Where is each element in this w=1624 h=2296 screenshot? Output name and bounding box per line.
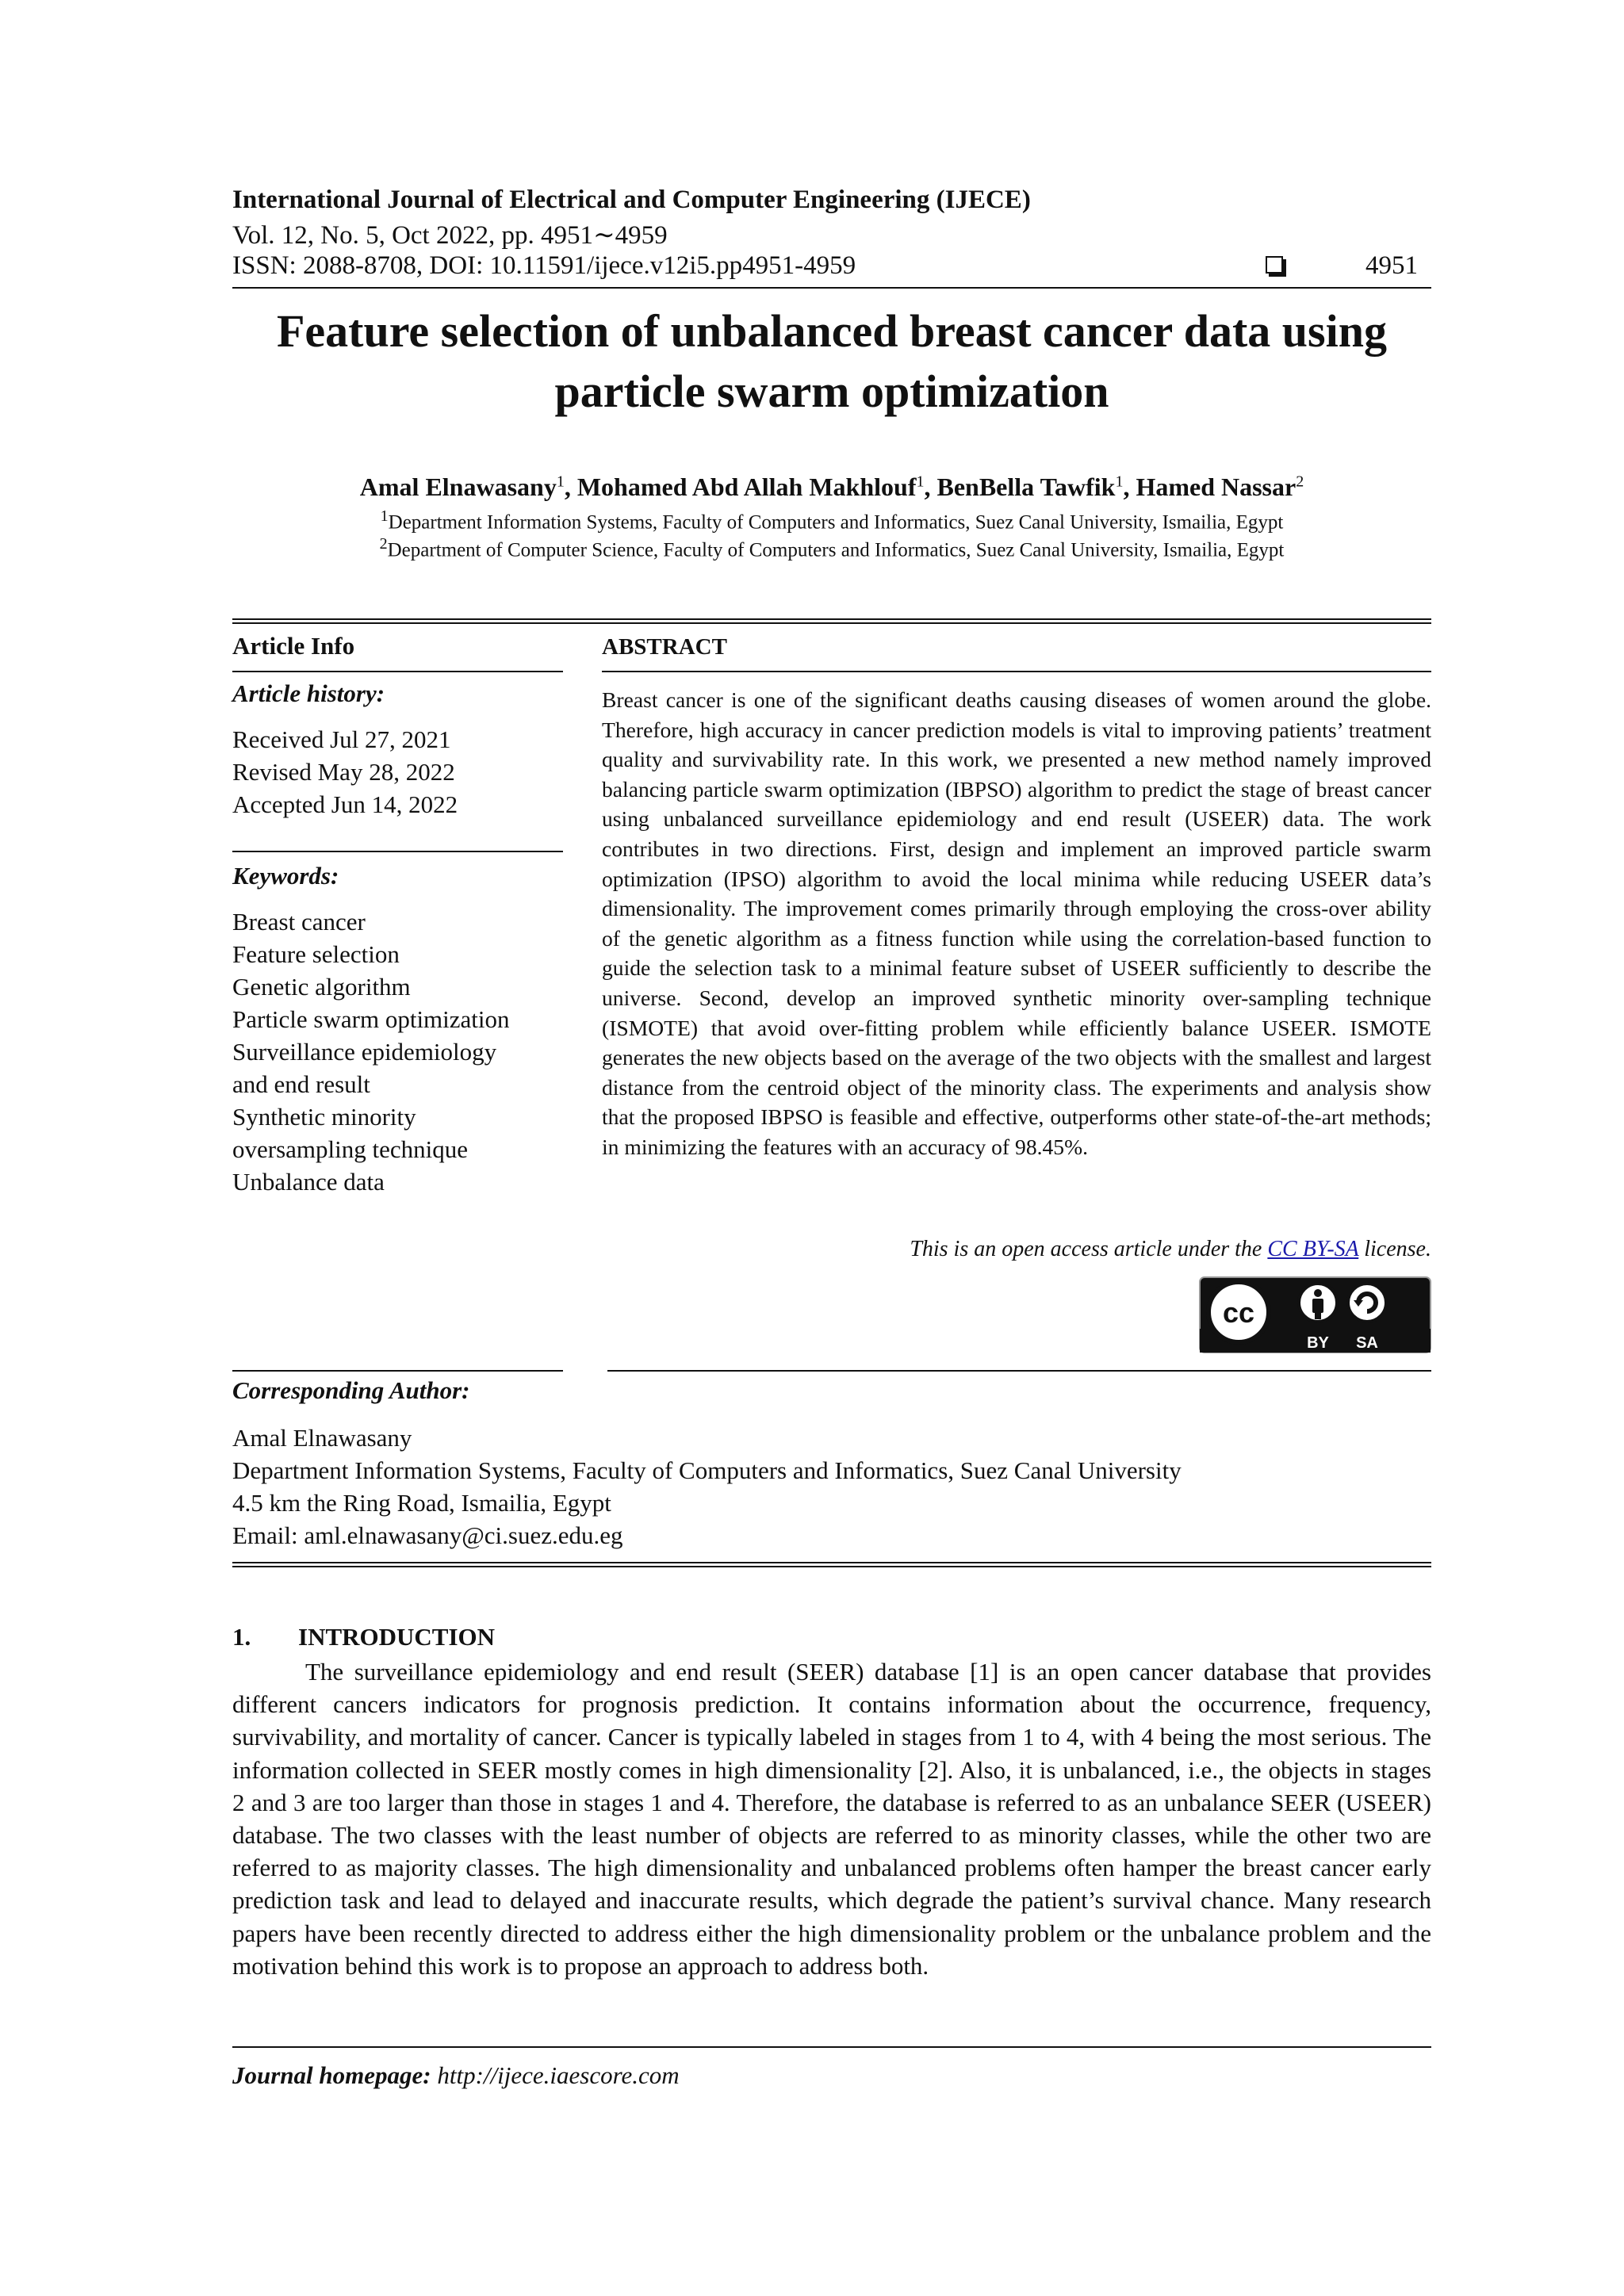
keyword: Breast cancer: [232, 908, 366, 936]
article-history: [232, 723, 458, 821]
abstract-text: Breast cancer is one of the significant deaths causing diseases of women around the globe. Therefore, high accuracy in cancer prediction models is vital to improving patients’ treatment quality and survivability rate. In this work, we presented a new method namely improved balancing particle swarm optimization (IBPSO) algorithm to predict the stage of breast cancer using unbalanced surveillance epidemiology and end result (USEER) data. The work contributes in two directions. First, design and implement an improved particle swarm optimization (IPSO) algorithm to avoid the local minima while reducing USEER data’s dimensionality. The improvement comes primarily through employing the cross-over ability of the genetic algorithm as a fitness function while using the correlation-based function to guide the selection task to a minimal feature subset of USEER sufficiently to describe the universe. Second, develop an improved synthetic minority over-sampling technique (ISMOTE) that avoid over-fitting problem while efficiently balance USEER. ISMOTE generates the new objects based on the average of the two objects with the smallest and largest distance from the centroid object of the minority class. The experiments and analysis show that the proposed IBPSO is feasible and effective, outperforms other state-of-the-art methods; in minimizing the features with an accuracy of 98.45%.: [602, 687, 1431, 1159]
keyword: Unbalance data: [232, 1168, 385, 1196]
corresponding-line: Email: aml.elnawasany@ci.suez.edu.eg: [232, 1521, 623, 1549]
cc-by-sa-badge-icon: [1199, 1276, 1431, 1353]
cc-by-sa-link[interactable]: CC BY-SA: [1267, 1237, 1359, 1261]
article-info-rule: [232, 671, 563, 672]
affiliation-number: 1: [380, 507, 389, 525]
author-name: BenBella Tawfik: [936, 473, 1116, 501]
affiliation: [232, 535, 1431, 561]
author-name: Hamed Nassar: [1136, 473, 1297, 501]
corresponding-line: 4.5 km the Ring Road, Ismailia, Egypt: [232, 1489, 611, 1517]
keyword: oversampling technique: [232, 1135, 468, 1163]
keyword-list: [232, 905, 510, 1198]
affiliation: [232, 507, 1431, 534]
author-name: Mohamed Abd Allah Makhlouf: [576, 473, 917, 501]
corresponding-author-details: [232, 1422, 1182, 1552]
author-list: Amal Elnawasany$^1$, Mohamed Abd Allah Makhlouf$^1$, BenBella Tawfik$^1$, Hamed Nassar$^2$: [359, 473, 1304, 501]
title-line-1: Feature selection of unbalanced breast cancer data using: [276, 305, 1387, 357]
footer-rule: [232, 2046, 1431, 2048]
keyword: Feature selection: [232, 940, 400, 968]
journal-homepage: [232, 2061, 680, 2090]
keyword: Particle swarm optimization: [232, 1005, 510, 1033]
journal-issn: ISSN: 2088-8708, DOI: 10.11591/ijece.v12i5.pp4951-4959: [232, 251, 856, 280]
square-icon: [1266, 256, 1283, 274]
corresponding-rule-left: [232, 1370, 563, 1372]
keyword: Synthetic minority: [232, 1103, 416, 1131]
history-item: Accepted Jun 14, 2022: [232, 790, 458, 818]
keyword: and end result: [232, 1070, 370, 1098]
journal-volume: Vol. 12, No. 5, Oct 2022, pp. 4951∼4959: [232, 221, 668, 250]
license-line: [910, 1237, 1431, 1262]
keyword: Genetic algorithm: [232, 973, 411, 1001]
article-info-heading: Article Info: [232, 632, 355, 660]
section-double-rule: [232, 618, 1431, 624]
history-item: Received Jul 27, 2021: [232, 725, 451, 753]
introduction-text: The surveillance epidemiology and end result (SEER) database [1] is an open cancer database that provides different cancers indicators for prognosis prediction. It contains information about the occurrence, frequency, survivability, and mortality of cancer. Cancer is typically labeled in stages from 1 to 4, with 4 being the most serious. The information collected in SEER mostly comes in high dimensionality [2]. Also, it is unbalanced, i.e., the objects in stages 2 and 3 are too larger than those in stages 1 and 4. Therefore, the database is referred to as an unbalance SEER (USEER) database. The two classes with the least number of objects are referred to as minority classes, while the other two are referred to as majority classes. The high dimensionality and unbalanced problems often hamper the breast cancer early prediction task and lead to delayed and inaccurate results, which degrade the patient’s survival chance. Many research papers have been recently directed to address either the high dimensionality problem or the unbalance problem and the motivation behind this work is to propose an approach to address both.: [232, 1658, 1431, 1980]
by-label: BY: [1307, 1334, 1329, 1352]
keywords-rule: [232, 851, 563, 852]
article-history-heading: Article history:: [232, 679, 385, 707]
corresponding-rule-right: [607, 1370, 1431, 1372]
corresponding-author-heading: Corresponding Author:: [232, 1376, 470, 1404]
introduction-heading: [232, 1623, 495, 1651]
affiliation-text: Department of Computer Science, Faculty of Computers and Informatics, Suez Canal University, Ismailia, Egypt: [387, 539, 1285, 561]
sa-label: SA: [1356, 1334, 1378, 1352]
corresponding-line: Amal Elnawasany: [232, 1424, 412, 1452]
section-title: INTRODUCTION: [298, 1623, 496, 1651]
abstract-rule: [602, 671, 1431, 672]
header-rule: [232, 287, 1431, 289]
paper-title: [232, 301, 1431, 422]
author-affiliation-mark: 1: [556, 473, 565, 491]
author-name: Amal Elnawasany: [359, 473, 557, 501]
author-affiliation-mark: 1: [1115, 473, 1124, 491]
affiliation-text: Department Information Systems, Faculty of Computers and Informatics, Suez Canal University, Ismailia, Egypt: [388, 511, 1284, 534]
keyword: Surveillance epidemiology: [232, 1038, 497, 1066]
homepage-url[interactable]: http://ijece.iaescore.com: [437, 2061, 680, 2089]
page-number: 4951: [1365, 251, 1418, 280]
author-affiliation-mark: 2: [1296, 473, 1304, 491]
license-suffix: license.: [1364, 1237, 1431, 1261]
title-line-2: particle swarm optimization: [554, 365, 1109, 417]
corresponding-line: Department Information Systems, Faculty of Computers and Informatics, Suez Canal University: [232, 1456, 1182, 1484]
cc-label: cc: [1222, 1296, 1255, 1329]
homepage-label: Journal homepage:: [232, 2061, 431, 2089]
journal-name: International Journal of Electrical and Computer Engineering (IJECE): [232, 186, 1031, 214]
license-prefix: This is an open access article under the: [910, 1237, 1262, 1261]
history-item: Revised May 28, 2022: [232, 758, 455, 786]
abstract-heading: ABSTRACT: [602, 634, 727, 660]
section-double-rule: [232, 1562, 1431, 1567]
section-number: 1.: [232, 1623, 251, 1651]
author-affiliation-mark: 1: [916, 473, 925, 491]
keywords-heading: Keywords:: [232, 862, 339, 890]
affiliation-number: 2: [379, 535, 388, 553]
